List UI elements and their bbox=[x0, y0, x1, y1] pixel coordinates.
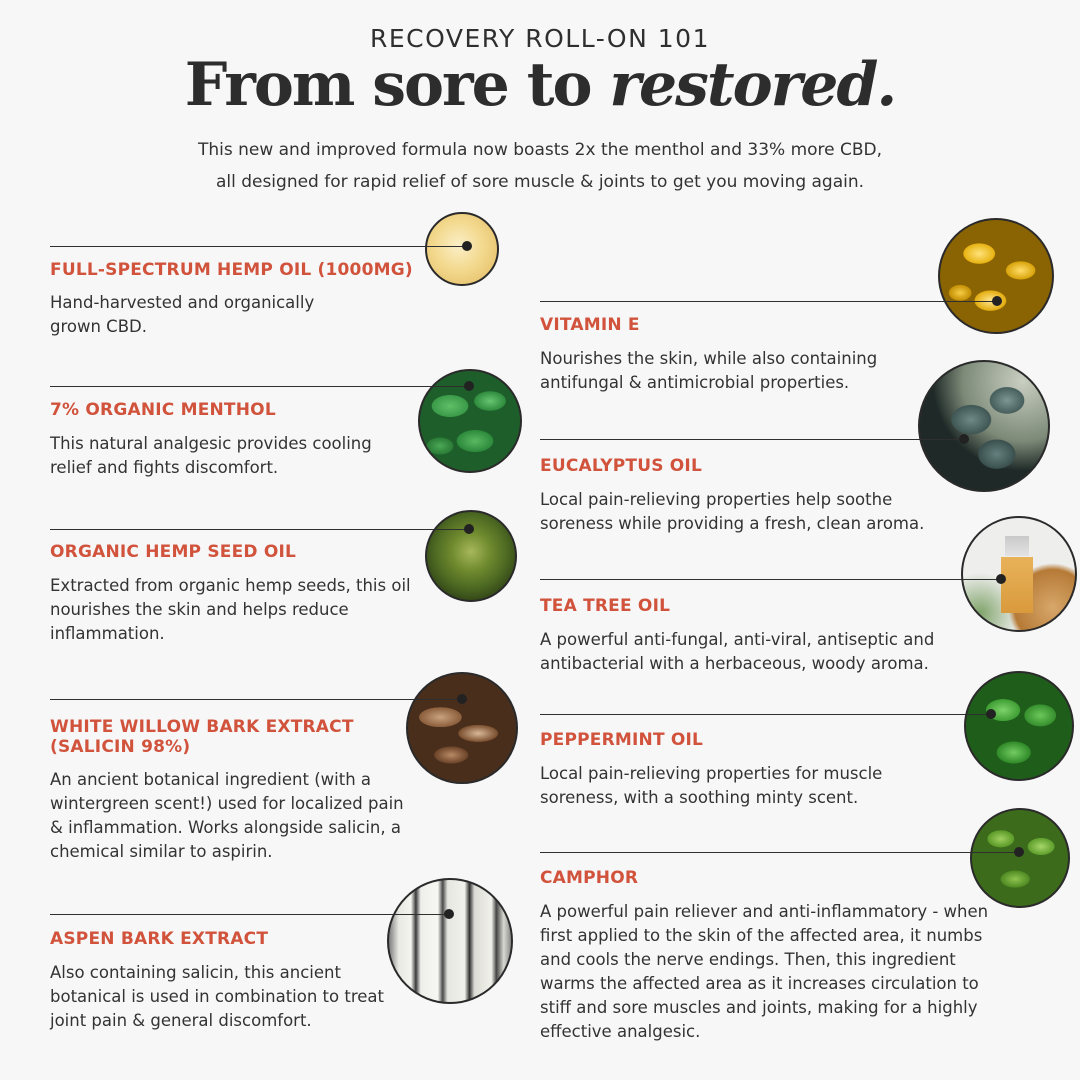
connector-line bbox=[50, 529, 469, 530]
connector-dot bbox=[1014, 847, 1024, 857]
page-title bbox=[0, 50, 1080, 120]
ingredient-heading: ASPEN BARK EXTRACT bbox=[50, 929, 269, 949]
connector-dot bbox=[444, 909, 454, 919]
ingredient-description: Local pain-relieving properties for muscle soreness, with a soothing minty scent. bbox=[540, 764, 883, 807]
ingredient-description: A powerful anti-fungal, anti-viral, antiseptic and antibacterial with a herbaceous, woody aroma. bbox=[540, 630, 935, 673]
connector-line bbox=[540, 439, 965, 440]
ingredient-heading: PEPPERMINT OIL bbox=[540, 730, 704, 750]
ingredient-description: Also containing salicin, this ancient botanical is used in combination to treat joint pain & general discomfort. bbox=[50, 963, 384, 1030]
subtitle-line-1: This new and improved formula now boasts 2x the menthol and 33% more CBD, bbox=[197, 140, 883, 160]
ingredient-description: Extracted from organic hemp seeds, this oil nourishes the skin and helps reduce inflammation. bbox=[50, 576, 411, 643]
connector-dot bbox=[457, 694, 467, 704]
connector-line bbox=[540, 852, 1020, 853]
connector-line bbox=[540, 714, 992, 715]
connector-line bbox=[50, 914, 450, 915]
eucalyptus-leaves-image bbox=[918, 360, 1050, 492]
ingredient-heading: 7% ORGANIC MENTHOL bbox=[50, 400, 276, 420]
ingredient-heading: WHITE WILLOW BARK EXTRACT (SALICIN 98%) bbox=[50, 717, 354, 757]
connector-dot bbox=[986, 709, 996, 719]
title-italic: restored. bbox=[609, 50, 896, 120]
willow-bark-image bbox=[406, 672, 518, 784]
connector-line bbox=[50, 246, 468, 247]
ingredient-description: A powerful pain reliever and anti-inflammatory - when first applied to the skin of the affected area, it numbs and cools the nerve endings. Then, this ingredient warms the affected area as it increases circulation to stiff and sore muscles and joints, making for a highly effective analgesic. bbox=[540, 902, 989, 1041]
connector-dot bbox=[959, 434, 969, 444]
ingredient-heading: TEA TREE OIL bbox=[540, 596, 671, 616]
vitamin-e-capsules-image bbox=[938, 218, 1054, 334]
connector-dot bbox=[464, 524, 474, 534]
aspen-trees-image bbox=[387, 878, 513, 1004]
ingredient-description: Local pain-relieving properties help soothe soreness while providing a fresh, clean aroma. bbox=[540, 490, 925, 533]
camphor-leaves-image bbox=[970, 808, 1070, 908]
eyebrow-label: RECOVERY ROLL-ON 101 bbox=[370, 24, 710, 53]
ingredient-description: Hand-harvested and organically grown CBD. bbox=[50, 293, 315, 336]
tea-tree-oil-bottle-image bbox=[961, 516, 1077, 632]
ingredient-heading: CAMPHOR bbox=[540, 868, 639, 888]
subtitle bbox=[0, 134, 1080, 198]
ingredient-heading: EUCALYPTUS OIL bbox=[540, 456, 702, 476]
connector-line bbox=[540, 579, 1002, 580]
ingredient-description: An ancient botanical ingredient (with a wintergreen scent!) used for localized pain & inflammation. Works alongside salicin, a chemical similar to aspirin. bbox=[50, 770, 404, 861]
connector-line bbox=[50, 699, 463, 700]
subtitle-line-2: all designed for rapid relief of sore muscle & joints to get you moving again. bbox=[215, 172, 865, 192]
ingredient-heading: FULL-SPECTRUM HEMP OIL (1000MG) bbox=[50, 260, 413, 280]
ingredient-description: This natural analgesic provides cooling relief and fights discomfort. bbox=[50, 434, 372, 477]
ingredient-description: Nourishes the skin, while also containing antifungal & antimicrobial properties. bbox=[540, 349, 878, 392]
ingredient-heading: VITAMIN E bbox=[540, 315, 640, 335]
connector-dot bbox=[992, 296, 1002, 306]
connector-dot bbox=[996, 574, 1006, 584]
peppermint-leaves-image bbox=[964, 671, 1074, 781]
ingredient-heading: ORGANIC HEMP SEED OIL bbox=[50, 542, 297, 562]
title-plain: From sore to bbox=[184, 50, 610, 120]
connector-line bbox=[50, 386, 470, 387]
connector-line bbox=[540, 301, 998, 302]
connector-dot bbox=[464, 381, 474, 391]
connector-dot bbox=[462, 241, 472, 251]
